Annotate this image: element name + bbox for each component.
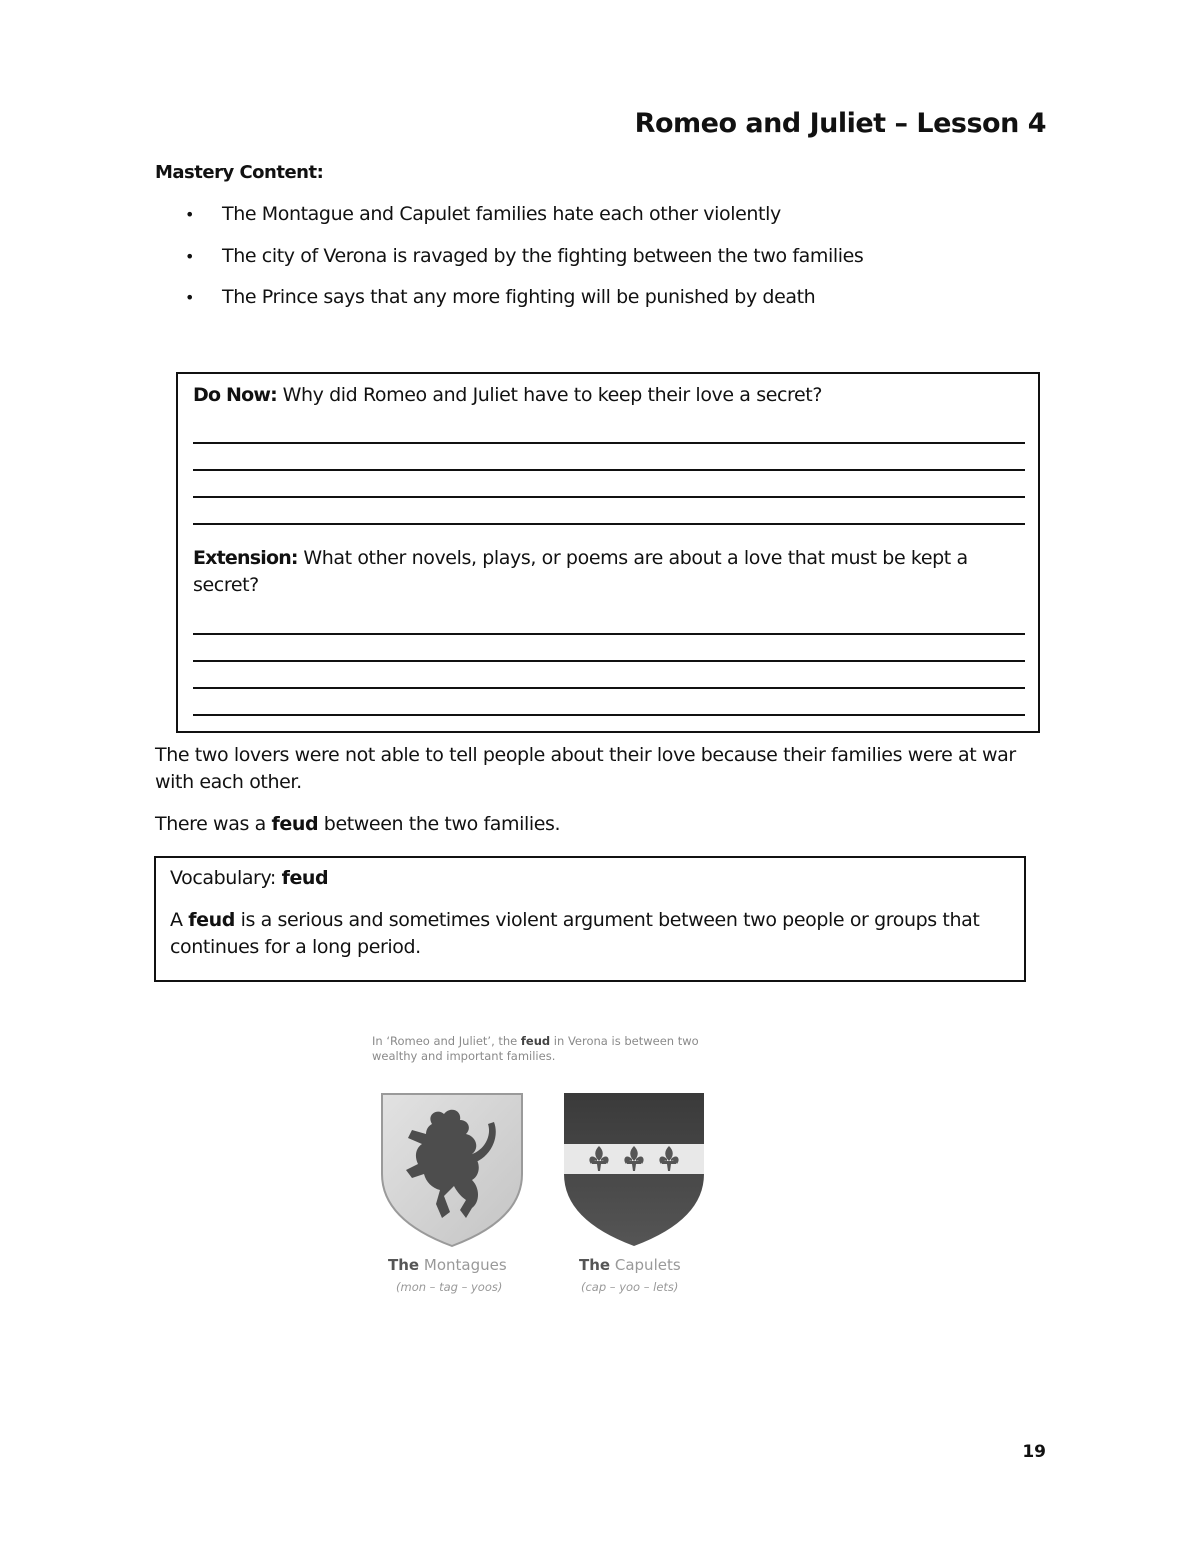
list-item-text: The Montague and Capulet families hate each other violently [222, 203, 781, 225]
vocabulary-label: Vocabulary: [170, 867, 276, 889]
page-title: Romeo and Juliet – Lesson 4 [634, 108, 1046, 139]
bullet-icon: • [185, 205, 195, 224]
feud-sentence [155, 811, 1050, 838]
vocabulary-heading [170, 867, 328, 889]
mastery-content-list [185, 200, 863, 325]
do-now-box [176, 372, 1040, 733]
extension-text: What other novels, plays, or poems are about a love that must be kept a secret? [193, 547, 968, 596]
do-now-text: Why did Romeo and Juliet have to keep their love a secret? [282, 384, 823, 406]
definition-start: A [170, 909, 189, 931]
capulets-name: Capulets [614, 1256, 681, 1274]
extension-answer-line-1[interactable] [193, 633, 1025, 635]
capulet-shield [563, 1092, 705, 1248]
do-now-answer-line-4[interactable] [193, 523, 1025, 525]
do-now-label: Do Now: [193, 384, 277, 406]
extension-answer-line-4[interactable] [193, 714, 1025, 716]
feud-sentence-start: There was a [155, 813, 272, 835]
montagues-name: Montagues [423, 1256, 507, 1274]
lovers-paragraph: The two lovers were not able to tell people about their love because their families were at war with each other. [155, 744, 1016, 793]
definition-word: feud [188, 909, 235, 931]
vocabulary-definition [170, 907, 1010, 961]
do-now-answer-line-1[interactable] [193, 442, 1025, 444]
list-item [185, 200, 863, 242]
extension-label: Extension: [193, 547, 298, 569]
list-item [185, 242, 863, 284]
capulets-label [579, 1256, 681, 1274]
page-number: 19 [1022, 1442, 1046, 1462]
do-now-answer-line-2[interactable] [193, 469, 1025, 471]
caption-start: In ‘Romeo and Juliet’, the [372, 1034, 521, 1048]
mastery-content-label: Mastery Content: [155, 162, 324, 183]
figure-caption [372, 1034, 712, 1064]
montagues-label [388, 1256, 507, 1274]
vocabulary-word: feud [281, 867, 329, 889]
capulets-pronunciation: (cap – yoo – lets) [581, 1280, 679, 1294]
list-item-text: The city of Verona is ravaged by the fighting between the two families [222, 244, 864, 267]
extension-answer-line-3[interactable] [193, 687, 1025, 689]
extension-answer-line-2[interactable] [193, 660, 1025, 662]
capulets-the: The [579, 1256, 611, 1274]
list-item-text: The Prince says that any more fighting will be punished by death [222, 286, 816, 308]
do-now-question [193, 382, 1023, 409]
feud-sentence-bold: feud [271, 813, 319, 835]
montagues-the: The [388, 1256, 420, 1274]
bullet-icon: • [185, 246, 195, 266]
vocabulary-box [154, 856, 1026, 982]
definition-rest: is a serious and sometimes violent argument between two people or groups that continues for a long period. [170, 909, 980, 958]
bullet-icon: • [185, 288, 195, 307]
extension-question [193, 545, 1023, 599]
caption-bold: feud [520, 1034, 551, 1048]
list-item [185, 283, 863, 325]
caption-end: in Verona is between two wealthy and important families. [372, 1034, 699, 1063]
do-now-answer-line-3[interactable] [193, 496, 1025, 498]
montague-shield [380, 1092, 524, 1248]
montagues-pronunciation: (mon – tag – yoos) [396, 1280, 503, 1294]
feud-sentence-end: between the two families. [318, 813, 561, 835]
